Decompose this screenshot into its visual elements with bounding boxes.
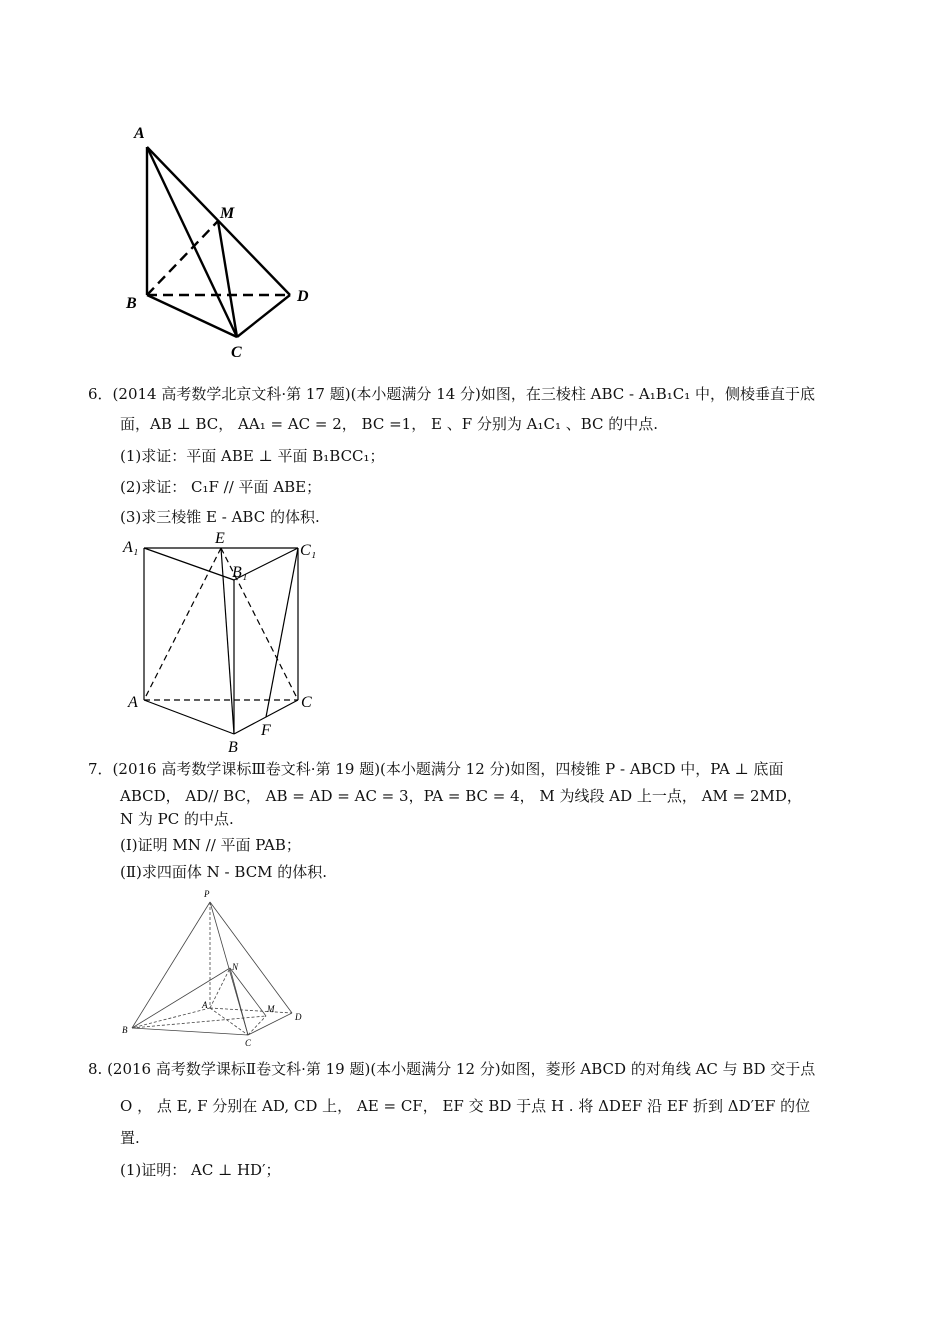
edge-BC [147,295,237,337]
edge-EA-dashed [144,548,221,700]
label-C: C [301,694,312,711]
label-E: E [215,530,225,547]
problem-8-line-1: 8. (2016 高考数学课标Ⅱ卷文科·第 19 题)(本小题满分 12 分)如图，菱形 ABCD 的对角线 AC 与 BD 交于点 [88,1060,816,1078]
label-F: F [261,722,271,739]
problem-6-line-2: 面，AB ⊥ BC， AA₁ = AC = 2， BC =1， E 、F 分别为 A₁C₁ 、BC 的中点. [120,415,659,433]
edge-AB [144,700,234,734]
problem-6-line-1: 6．(2014 高考数学北京文科·第 17 题)(本小题满分 14 分)如图，在三棱柱 ABC - A₁B₁C₁ 中，侧棱垂直于底 [88,385,816,403]
label-C: C [245,1038,252,1046]
figure-prism [118,528,328,758]
label-N: N [232,962,239,972]
problem-7-line-1: 7．(2016 高考数学课标Ⅲ卷文科·第 19 题)(本小题满分 12 分)如图，四棱锥 P - ABCD 中，PA ⊥ 底面 [88,760,784,778]
problem-7-question-1: (I)证明 MN // 平面 PAB； [120,836,301,854]
problem-8-line-3: 置. [120,1129,140,1147]
label-P: P [204,889,210,899]
label-B: B [228,739,238,756]
figure-pyramid [118,886,318,1046]
edge-CM-dashed [248,1016,266,1035]
problem-7-line-3: N 为 PC 的中点. [120,810,234,828]
edge-AC [147,147,237,337]
label-B: B [122,1025,128,1035]
problem-6-question-3: (3)求三棱锥 E - ABC 的体积. [120,508,320,526]
label-A: A [134,125,145,142]
problem-6-question-1: (1)求证：平面 ABE ⊥ 平面 B₁BCC₁； [120,447,385,465]
edge-AD-dashed [210,1008,292,1013]
edge-AC-dashed [210,1008,248,1035]
label-A: A [202,1000,208,1010]
edge-BM-dashed [147,221,218,295]
edge-A1B1 [144,548,234,580]
edge-AB-dashed [132,1008,210,1028]
label-M: M [220,205,235,222]
label-C1: C₁ [300,542,317,559]
problem-8-question-1: (1)证明： AC ⊥ HD′； [120,1161,281,1179]
problem-6-question-2: (2)求证： C₁F // 平面 ABE； [120,478,322,496]
label-D: D [297,288,309,305]
label-B: B [126,295,137,312]
label-A: A [128,694,138,711]
edge-PB [132,902,210,1028]
label-C: C [231,344,242,361]
problem-8-line-2: O ， 点 E, F 分别在 AD, CD 上， AE = CF， EF 交 BD 于点 H . 将 ΔDEF 沿 EF 折到 ΔD′EF 的位 [120,1097,811,1115]
edge-NC [230,968,248,1035]
edge-CD [248,1013,292,1035]
edge-BC [132,1028,248,1035]
edge-CD [237,295,290,337]
problem-7-line-2: ABCD， AD// BC， AB = AD = AC = 3，PA = BC = 4， M 为线段 AD 上一点， AM = 2MD， [120,787,802,805]
label-B1: B₁ [232,564,248,581]
figure-tetrahedron [110,115,340,365]
label-A1: A₁ [123,539,139,556]
problem-7-question-2: (Ⅱ)求四面体 N - BCM 的体积. [120,863,328,881]
label-M: M [267,1004,275,1014]
label-D: D [295,1012,302,1022]
